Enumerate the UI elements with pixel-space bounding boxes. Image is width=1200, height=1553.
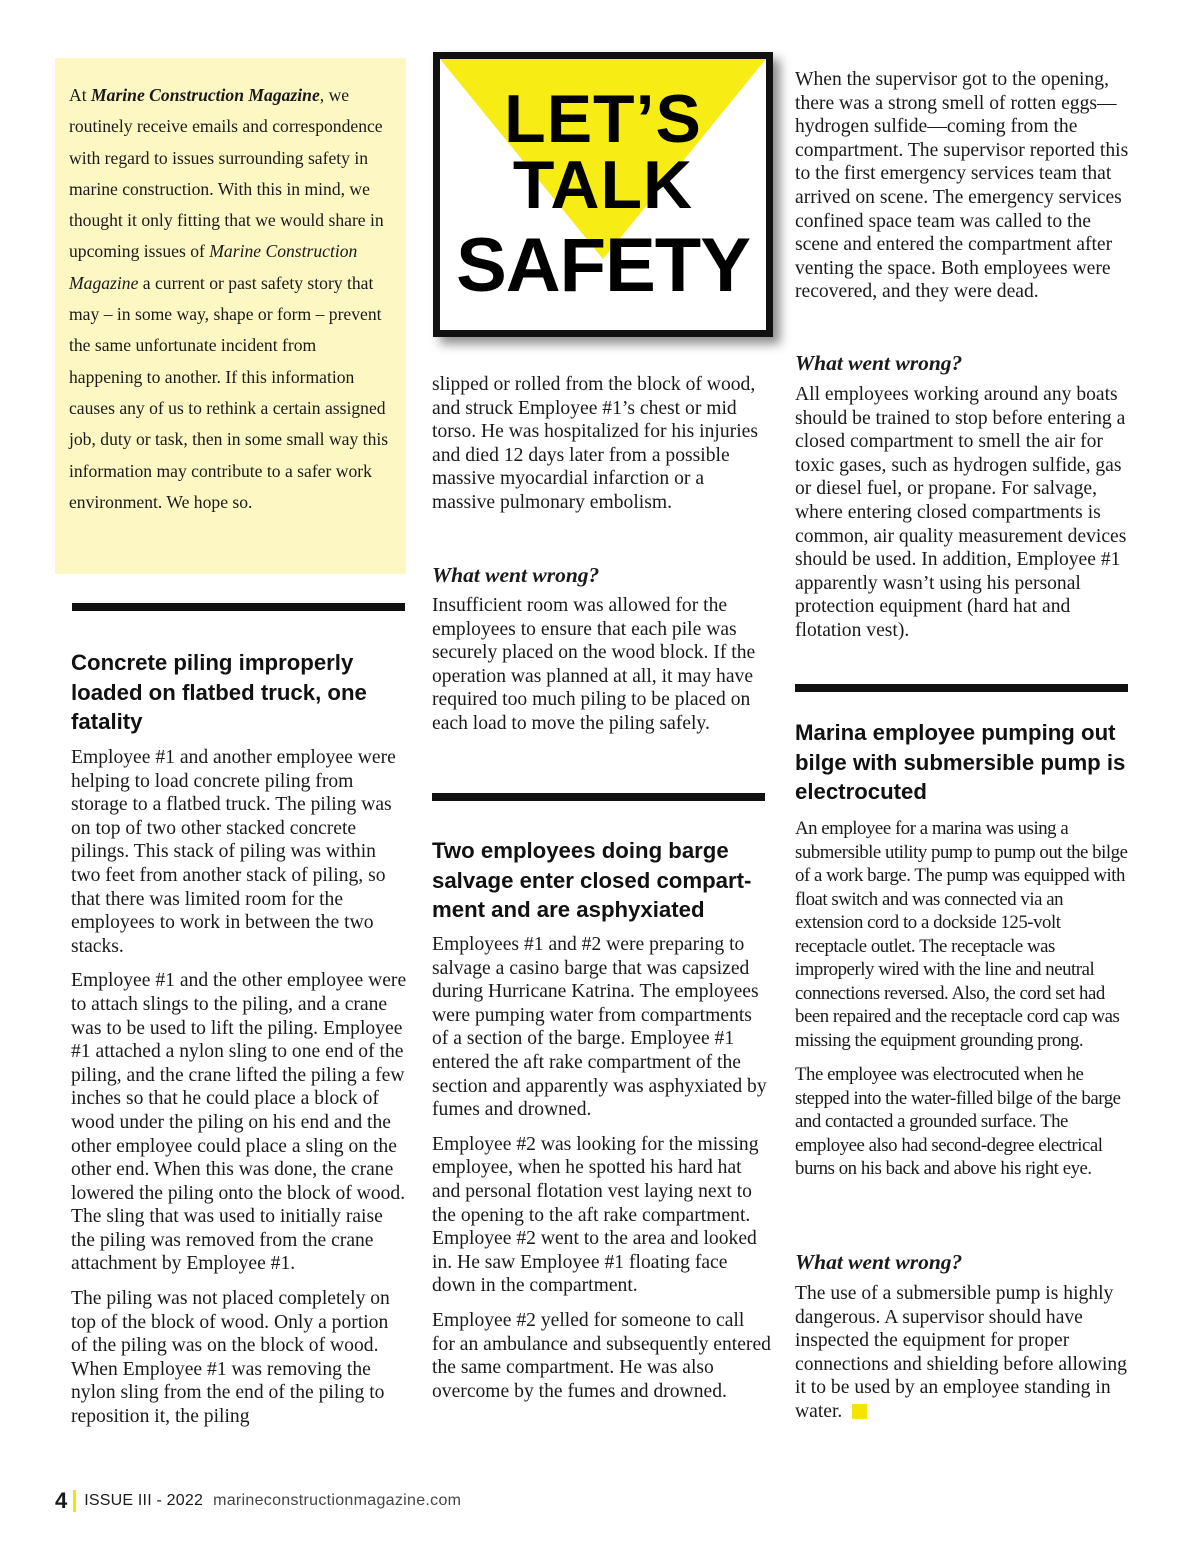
- intro-mid: , we routinely receive emails and correspondence with regard to issues surrounding safety in marine construction. With this in mind, we thought it only fitting that we would share in upcoming issues of: [69, 85, 384, 262]
- page-number: 4: [55, 1488, 68, 1513]
- story2-p3: Employee #2 yelled for someone to call for an ambulance and subsequently entered the same compartment. He was also overcome by the fumes and drowned.: [432, 1309, 771, 1402]
- story1-title: Concrete piling improperly loaded on flatbed truck, one fatality: [71, 650, 367, 734]
- intro-box: [55, 58, 406, 574]
- end-mark-icon: [852, 1404, 867, 1419]
- story2-continued: [795, 68, 1135, 315]
- section-rule-2: [432, 793, 765, 801]
- story2-wrong-body: [795, 383, 1135, 654]
- story3-wrong-heading: What went wrong?: [795, 1250, 963, 1274]
- logo-line-3: SAFETY: [456, 223, 750, 308]
- intro-pre: At: [69, 85, 91, 105]
- section-rule-1: [72, 603, 405, 611]
- page-footer: [55, 1488, 461, 1514]
- story2-p4: When the supervisor got to the opening, there was a strong smell of rotten eggs—hydrogen sulfide—coming from the compartment. The supervisor reported this to the first emergency services team that arrived on scene. The emergency services confined space team was called to the scene and entered the compartment after venting the space. Both employees were recovered, and they were dead.: [795, 69, 1129, 303]
- magazine-name-2: Marine Construction Magazine: [69, 241, 358, 293]
- story1-p4: slipped or rolled from the block of wood, and struck Employee #1’s chest or mid torso. He was hospitalized for his injuries and died 12 days later from a possible massive myocardial infarction or a massive pulmonary embolism.: [432, 374, 758, 513]
- story1-wrong-text: Insufficient room was allowed for the employees to ensure that each pile was securely placed on the wood block. If the operation was planned at all, it may have required too much piling to be placed on each load to move the piling safely.: [432, 595, 756, 734]
- story1-wrong-heading: What went wrong?: [432, 563, 600, 587]
- footer-divider: [73, 1490, 76, 1512]
- story3-title: Marina employee pumping out bilge with submersible pump is electrocuted: [795, 720, 1126, 804]
- lets-talk-safety-logo: [433, 52, 773, 337]
- logo-line-1: LET’S: [504, 81, 702, 157]
- story1-p3: The piling was not placed completely on top of the block of wood. Only a portion of the piling was on the block of wood. When Employee #1 was removing the nylon sling from the end of the piling to reposition it, the piling: [71, 1288, 390, 1428]
- story2-wrong-text: All employees working around any boats should be trained to stop before entering a closed compartment to smell the air for toxic gases, such as hydrogen sulfide, gas or diesel fuel, or propane. For salvage, where entering closed compartments is common, air quality measurement devices should be used. In addition, Employee #1 apparently wasn’t using his personal protection equipment (hard hat and flotation vest).: [795, 384, 1127, 641]
- story3-body: [795, 817, 1135, 1192]
- story1-wrong-body: [432, 594, 770, 747]
- story2-body: [432, 933, 772, 1414]
- story2-p2: Employee #2 was looking for the missing employee, when he spotted his hard hat and personal flotation vest laying next to the opening to the aft rake compartment. Employee #2 went to the area and looked in. He saw Employee #1 floating face down in the compartment.: [432, 1133, 759, 1297]
- story1-p1: Employee #1 and another employee were helping to load concrete piling from storage to a flatbed truck. The piling was on top of two other stacked concrete pilings. This stack of piling was within two feet from another stack of piling, so that there was limited room for the employees to work in between the two stacks.: [71, 747, 396, 957]
- story3-wrong-paragraph: [795, 1282, 1135, 1424]
- logo-line-2: TALK: [512, 147, 694, 223]
- story2-wrong-heading: What went wrong?: [795, 351, 963, 375]
- story3-wrong-text: The use of a submersible pump is highly dangerous. A supervisor should have inspected the equipment for proper connections and shielding before allowing it to be used by an employee standing in water.: [795, 1283, 1127, 1422]
- section-rule-3: [795, 684, 1128, 692]
- story3-p1: An employee for a marina was using a submersible utility pump to pump out the bilge of a work barge. The pump was equipped with float switch and was connected via an extension cord to a dockside 125-volt receptacle outlet. The receptacle was improperly wired with the line and neutral connections reversed. Also, the cord set had been repaired and the receptacle cord cap was missing the equipment grounding prong.: [795, 818, 1128, 1051]
- magazine-name: Marine Construction Magazine: [91, 85, 320, 105]
- story2-p1: Employees #1 and #2 were preparing to salvage a casino barge that was capsized during Hurricane Katrina. The employees were pumping water from compartments of a section of the barge. Employee #1 entered the aft rake compartment of the section and apparently was asphyxiated by fumes and drowned.: [432, 934, 767, 1121]
- website-url: marineconstructionmagazine.com: [213, 1492, 462, 1509]
- intro-text: [69, 80, 392, 518]
- story2-title: Two employees doing barge salvage enter closed compartment and are asphyxiated: [432, 838, 752, 922]
- story1-continued: [432, 373, 770, 526]
- intro-post: a current or past safety story that may – in some way, shape or form – prevent the same unfortunate incident from happening to another. If this information causes any of us to rethink a certain assigned job, duty or task, then in some small way this information may contribute to a safer work environment. We hope so.: [69, 272, 389, 512]
- story1-body: [71, 746, 409, 1440]
- issue-label: ISSUE III - 2022: [84, 1492, 204, 1509]
- story1-p2: Employee #1 and the other employee were to attach slings to the piling, and a crane was to be used to lift the piling. Employee #1 attached a nylon sling to one end of the piling, and the crane lifted the piling a few inches so that he could place a block of wood under the piling on his end and the other employee could place a sling on the other end. When this was done, the crane lowered the piling onto the block of wood. The sling that was used to initially raise the piling was removed from the crane attachment by Employee #1.: [71, 970, 407, 1275]
- story3-p2: The employee was electrocuted when he stepped into the water-filled bilge of the barge and contacted a grounded surface. The employee also had second-degree electrical burns on his back and above his right eye.: [795, 1064, 1121, 1179]
- story3-wrong-body: [795, 1282, 1135, 1435]
